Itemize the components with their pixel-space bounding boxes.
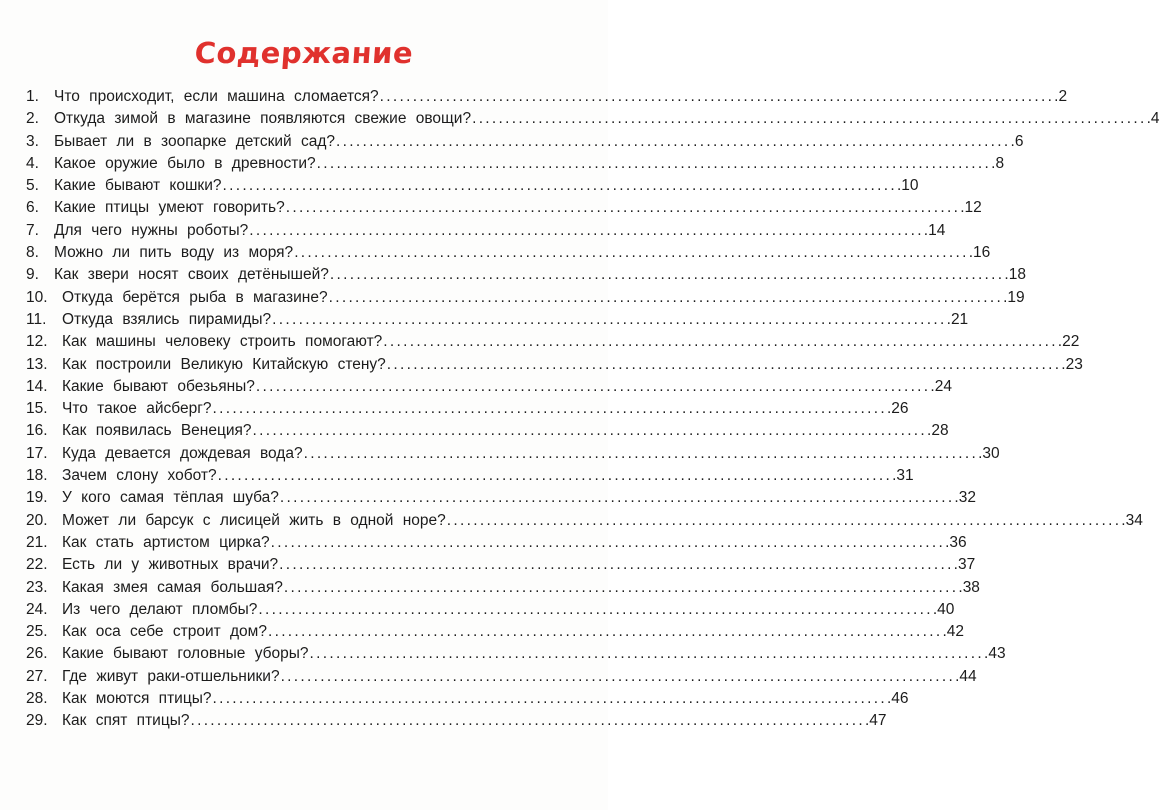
toc-dot-leader xyxy=(279,554,957,576)
toc-entry xyxy=(26,643,1006,665)
toc-entry xyxy=(26,153,1005,175)
toc-entry-number: 4. xyxy=(26,154,39,172)
toc-dot-leader xyxy=(330,264,1008,286)
toc-entry-page-number: 19 xyxy=(1007,288,1025,306)
toc-entry-title: Как стать артистом цирка? xyxy=(62,533,270,551)
toc-entry xyxy=(26,443,1000,465)
toc-entry xyxy=(26,264,1026,286)
toc-entry xyxy=(26,577,980,599)
toc-dot-leader xyxy=(387,354,1065,376)
toc-entry-page-number: 26 xyxy=(891,400,909,418)
toc-entry-number: 3. xyxy=(26,132,39,150)
toc-entry-title: Есть ли у животных врачи? xyxy=(62,556,279,574)
toc-entry-page-number: 42 xyxy=(946,623,965,641)
toc-entry xyxy=(26,131,1024,153)
toc-dot-leader xyxy=(380,86,1058,108)
toc-entry-title: Какие бывают кошки? xyxy=(54,177,222,195)
toc-entry-page-number: 21 xyxy=(950,310,969,328)
toc-entry-page-number: 12 xyxy=(964,199,982,217)
toc-entry-page-number: 2 xyxy=(1058,88,1068,105)
toc-dot-leader xyxy=(310,643,988,665)
page-title: Содержание xyxy=(193,36,415,70)
toc-entry-number: 14. xyxy=(26,377,48,395)
toc-entry-number: 13. xyxy=(26,355,48,373)
toc-entry-title: Для чего нужны роботы? xyxy=(54,221,249,239)
toc-entry-page-number: 23 xyxy=(1065,355,1083,373)
toc-entry-title: Какие птицы умеют говорить? xyxy=(54,199,285,217)
toc-entry xyxy=(26,175,919,197)
toc-dot-leader xyxy=(256,376,934,398)
toc-entry-title: Как оса себе строит дом? xyxy=(62,623,267,641)
toc-entry-number: 18. xyxy=(26,467,48,485)
toc-entry-title: Как моются птицы? xyxy=(62,690,212,708)
toc-entry-number: 7. xyxy=(26,221,39,239)
toc-entry-title: Как звери носят своих детёнышей? xyxy=(54,266,329,284)
toc-entry-title: Зачем слону хобот? xyxy=(62,467,217,485)
toc-entry xyxy=(26,465,914,487)
toc-entry-page-number: 24 xyxy=(934,377,952,395)
toc-entry-title: Какие бывают головные уборы? xyxy=(62,645,309,663)
toc-entry-number: 15. xyxy=(26,400,48,418)
toc-entry-number: 28. xyxy=(26,690,48,708)
toc-entry-number: 23. xyxy=(26,578,48,596)
toc-entry-title: Откуда зимой в магазине появляются свежие овощи? xyxy=(54,110,472,128)
toc-entry xyxy=(26,666,977,688)
toc-entry xyxy=(26,376,952,398)
toc-entry-title: Бывает ли в зоопарке детский сад? xyxy=(54,132,336,150)
toc-entry xyxy=(26,510,1143,532)
toc-entry-number: 2. xyxy=(26,110,39,128)
toc-entry-page-number: 47 xyxy=(869,712,887,730)
toc-entry-number: 11. xyxy=(26,310,47,328)
toc-entry-title: Можно ли пить воду из моря? xyxy=(54,244,294,262)
toc-entry-title: Как спят птицы? xyxy=(62,712,190,730)
toc-dot-leader xyxy=(190,710,868,732)
toc-entry-page-number: 30 xyxy=(982,444,1000,462)
toc-dot-leader xyxy=(383,331,1061,353)
toc-entry-title: Что происходит, если машина сломается? xyxy=(54,88,379,105)
toc-dot-leader xyxy=(447,510,1125,532)
toc-entry-page-number: 10 xyxy=(901,177,919,195)
toc-entry-page-number: 6 xyxy=(1014,132,1024,150)
toc-dot-leader xyxy=(304,443,982,465)
toc-dot-leader xyxy=(218,465,896,487)
toc-entry-title: Как построили Великую Китайскую стену? xyxy=(62,355,386,373)
toc-entry xyxy=(26,197,982,219)
toc-entry-title: Как машины человеку строить помогают? xyxy=(62,333,383,351)
toc-entry-page-number: 8 xyxy=(995,154,1005,172)
toc-entry-number: 19. xyxy=(26,489,48,507)
toc-entry-page-number: 36 xyxy=(949,533,967,551)
toc-entry-page-number: 34 xyxy=(1125,511,1143,529)
toc-dot-leader xyxy=(212,398,890,420)
toc-entry-title: Какое оружие было в древности? xyxy=(54,154,316,172)
toc-dot-leader xyxy=(281,666,959,688)
toc-dot-leader xyxy=(280,487,958,509)
toc-entry xyxy=(26,108,1160,130)
toc-entry-title: Какая змея самая большая? xyxy=(62,578,283,596)
toc-entry-page-number: 32 xyxy=(958,489,976,507)
toc-entry-number: 17. xyxy=(26,444,48,462)
toc-entry-page-number: 14 xyxy=(928,221,946,239)
toc-entry-number: 9. xyxy=(26,266,39,284)
toc-entry-number: 24. xyxy=(26,600,48,618)
toc-entry xyxy=(26,242,991,264)
toc-dot-leader xyxy=(268,621,946,643)
toc-dot-leader xyxy=(249,220,927,242)
toc-entry-title: Откуда взялись пирамиды? xyxy=(62,310,272,328)
toc-dot-leader xyxy=(272,309,950,331)
toc-entry-page-number: 38 xyxy=(962,578,980,596)
toc-entry-number: 26. xyxy=(26,645,48,663)
toc-entry-number: 22. xyxy=(26,556,48,574)
toc-entry-number: 6. xyxy=(26,199,39,217)
toc-entry-title: У кого самая тёплая шуба? xyxy=(62,489,279,507)
table-of-contents xyxy=(26,86,1160,733)
toc-entry xyxy=(26,86,1068,108)
toc-entry-page-number: 4 xyxy=(1150,110,1160,128)
toc-entry-number: 8. xyxy=(26,244,39,262)
toc-entry-number: 1. xyxy=(26,88,39,105)
toc-entry xyxy=(26,420,949,442)
toc-entry xyxy=(26,331,1080,353)
toc-entry-number: 21. xyxy=(26,533,48,551)
toc-dot-leader xyxy=(253,420,931,442)
toc-entry xyxy=(26,621,965,643)
toc-dot-leader xyxy=(317,153,995,175)
toc-entry xyxy=(26,354,1083,376)
toc-entry xyxy=(26,688,909,710)
toc-dot-leader xyxy=(336,131,1014,153)
toc-entry xyxy=(26,487,976,509)
toc-entry-title: Куда девается дождевая вода? xyxy=(62,444,303,462)
toc-entry-page-number: 46 xyxy=(891,690,909,708)
toc-dot-leader xyxy=(284,577,962,599)
toc-dot-leader xyxy=(222,175,900,197)
toc-entry-number: 5. xyxy=(26,177,39,195)
toc-entry-page-number: 40 xyxy=(937,600,955,618)
toc-entry xyxy=(26,309,969,331)
toc-entry-page-number: 37 xyxy=(957,556,976,574)
toc-dot-leader xyxy=(472,108,1150,130)
toc-entry-title: Как появилась Венеция? xyxy=(62,422,252,440)
toc-entry-number: 20. xyxy=(26,511,48,529)
toc-entry xyxy=(26,710,887,732)
toc-entry-number: 12. xyxy=(26,333,48,351)
toc-dot-leader xyxy=(294,242,972,264)
toc-entry-number: 16. xyxy=(26,422,48,440)
toc-dot-leader xyxy=(258,599,936,621)
toc-entry-number: 25. xyxy=(26,623,48,641)
toc-entry-page-number: 28 xyxy=(931,422,949,440)
toc-entry-page-number: 16 xyxy=(973,244,991,262)
toc-entry xyxy=(26,220,946,242)
toc-dot-leader xyxy=(329,287,1007,309)
toc-dot-leader xyxy=(286,197,964,219)
toc-entry-title: Может ли барсук с лисицей жить в одной норе? xyxy=(62,511,446,529)
toc-entry xyxy=(26,554,976,576)
toc-entry-title: Из чего делают пломбы? xyxy=(62,600,258,618)
toc-entry xyxy=(26,287,1025,309)
toc-entry-number: 29. xyxy=(26,712,48,730)
toc-entry-title: Где живут раки-отшельники? xyxy=(62,667,280,685)
toc-entry-page-number: 43 xyxy=(988,645,1006,663)
toc-entry-number: 27. xyxy=(26,667,48,685)
toc-entry-page-number: 44 xyxy=(959,667,977,685)
toc-entry-number: 10. xyxy=(26,288,48,306)
toc-entry-page-number: 18 xyxy=(1008,266,1026,284)
toc-entry-title: Что такое айсберг? xyxy=(62,400,212,418)
toc-entry xyxy=(26,532,967,554)
toc-entry-page-number: 22 xyxy=(1062,333,1080,351)
toc-dot-leader xyxy=(212,688,890,710)
toc-entry-page-number: 31 xyxy=(896,467,914,485)
toc-entry xyxy=(26,599,955,621)
toc-entry-title: Откуда берётся рыба в магазине? xyxy=(62,288,328,306)
toc-entry xyxy=(26,398,909,420)
toc-entry-title: Какие бывают обезьяны? xyxy=(62,377,255,395)
toc-dot-leader xyxy=(271,532,949,554)
